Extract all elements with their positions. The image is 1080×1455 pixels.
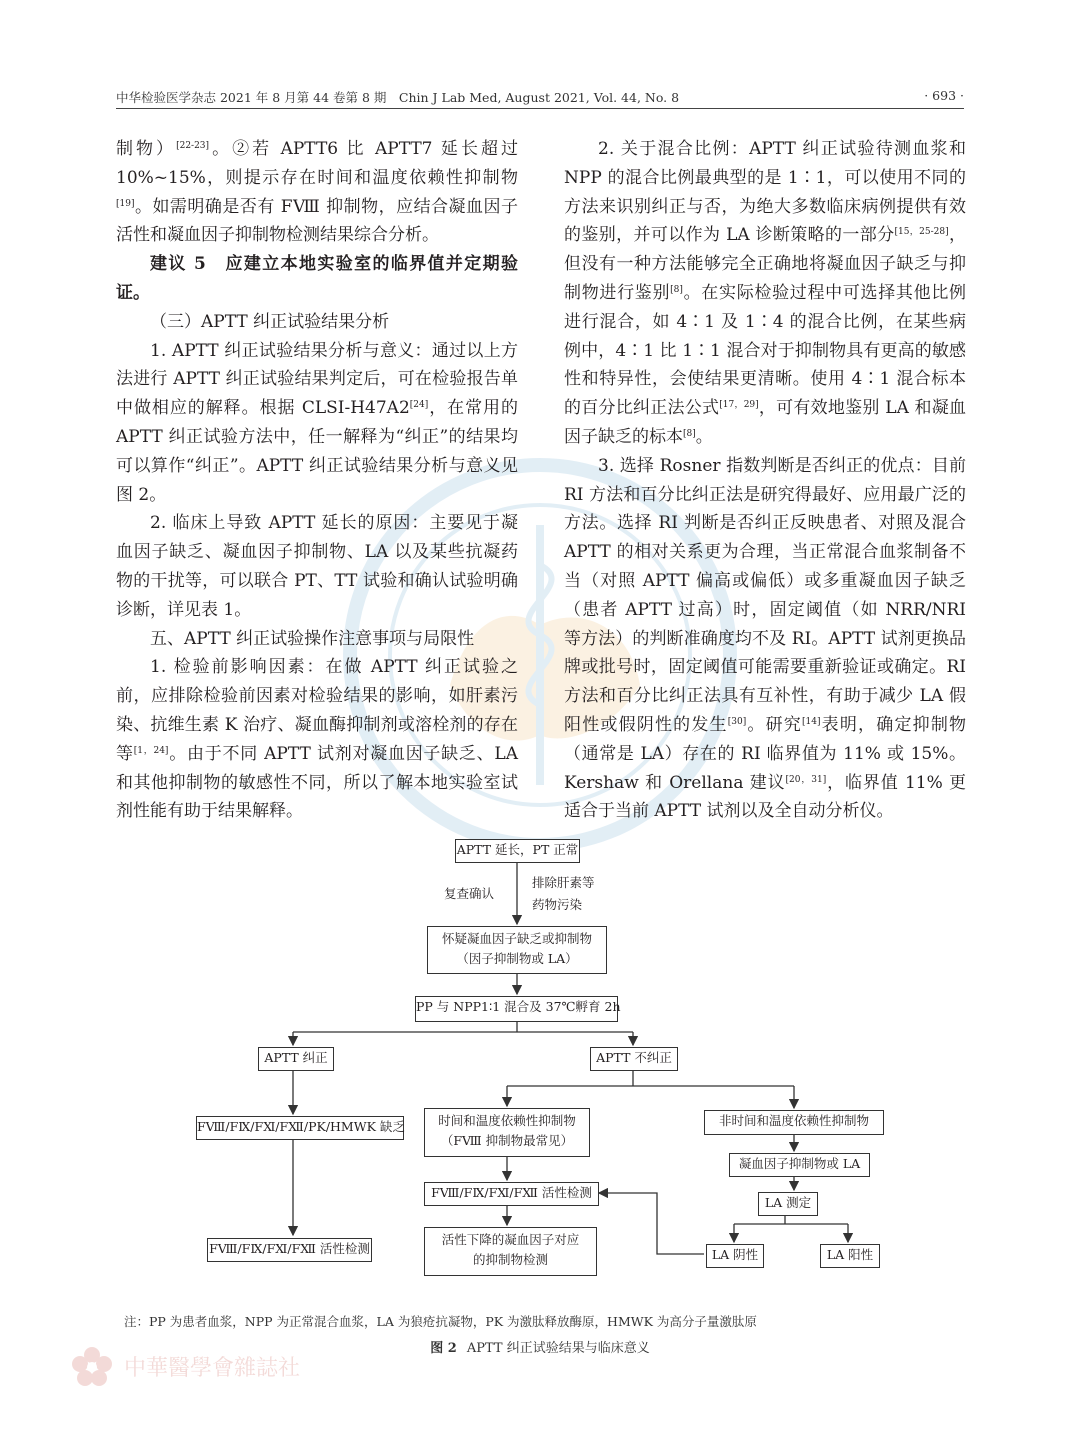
paragraph: 2. 临床上导致 APTT 延长的原因：主要见于凝血因子缺乏、凝血因子抑制物、LA 以及某些抗凝药物的干扰等，可以联合 PT、TT 试验和确认试验明确诊断，详见表 1。 bbox=[116, 513, 518, 620]
paragraph: 1. APTT 纠正试验结果分析与意义：通过以上方法进行 APTT 纠正试验结果判定后，可在检验报告单中做相应的解释。根据 CLSI-H47A2[24]，在常用的 APTT 纠正试验方法中，任一解释为“纠正”的结果均可以算作“纠正”。APTT 纠正试验结果分析与意义见图 2。 bbox=[116, 340, 519, 505]
running-header bbox=[116, 86, 964, 109]
flow-deficiency: FⅧ/FⅨ/FⅪ/FⅫ/PK/HMWK 缺乏 bbox=[196, 1116, 404, 1140]
flow-la-positive: LA 阳性 bbox=[820, 1244, 880, 1268]
left-column bbox=[116, 135, 518, 826]
section-heading: （三）APTT 纠正试验结果分析 bbox=[150, 311, 390, 332]
flow-la-test: LA 测定 bbox=[758, 1192, 818, 1216]
paragraph: 1. 检验前影响因素：在做 APTT 纠正试验之前，应排除检验前因素对检验结果的影响，如肝素污染、抗维生素 K 治疗、凝血酶抑制剂或溶栓剂的存在等[1，24]。由于不同 APTT 试剂对凝血因子缺乏、LA 和其他抑制物的敏感性不同，所以了解本地实验室试剂性能有助于结果解释。 bbox=[116, 657, 518, 822]
page-number: · 693 · bbox=[924, 88, 964, 103]
flow-mix: PP 与 NPP1∶1 混合及 37℃孵育 2h bbox=[415, 996, 618, 1022]
flow-decreased: 活性下降的凝血因子对应 的抑制物检测 bbox=[424, 1227, 597, 1276]
figure-caption: 图 2 APTT 纠正试验结果与临床意义 bbox=[430, 1341, 650, 1356]
figure-2-flowchart bbox=[0, 830, 1080, 1300]
publisher-logo bbox=[70, 1345, 470, 1391]
flow-la-negative: LA 阴性 bbox=[706, 1244, 764, 1268]
publisher-name: 中華醫學會雜誌社 bbox=[124, 1356, 301, 1381]
flow-label-exclude-1: 排除肝素等 bbox=[532, 875, 595, 890]
flow-corrected: APTT 纠正 bbox=[258, 1047, 334, 1071]
journal-info: 中华检验医学杂志 2021 年 8 月第 44 卷第 8 期 Chin J Lab Med, August 2021, Vol. 44, No. 8 bbox=[116, 90, 680, 105]
flow-factor-or-la: 凝血因子抑制物或 LA bbox=[729, 1153, 870, 1177]
flow-start: APTT 延长，PT 正常 bbox=[455, 839, 580, 863]
flower-icon bbox=[70, 1345, 114, 1389]
paragraph: 制物）[22-23]。②若 APTT6 比 APTT7 延长超过 10%~15%，则提示存在时间和温度依赖性抑制物[19]。如需明确是否有 FⅧ 抑制物，应结合凝血因子活性和凝血因子抑制物检测结果综合分析。 bbox=[116, 139, 518, 246]
recommendation-5: 建议 5 应建立本地实验室的临界值并定期验证。 bbox=[116, 254, 518, 303]
flow-suspect: 怀疑凝血因子缺乏或抑制物 （因子抑制物或 LA） bbox=[427, 926, 607, 974]
right-column bbox=[564, 135, 966, 826]
flow-activity-mid: FⅧ/FⅨ/FⅪ/FⅫ 活性检测 bbox=[424, 1182, 599, 1206]
flow-non-time-dependent: 非时间和温度依赖性抑制物 bbox=[704, 1110, 884, 1135]
paragraph: 3. 选择 Rosner 指数判断是否纠正的优点：目前 RI 方法和百分比纠正法是研究得最好、应用最广泛的方法。选择 RI 判断是否纠正反映患者、对照及混合 APTT 的相对关系更为合理，当正常混合血浆制备不当（对照 APTT 偏高或偏低）或多重凝血因子缺乏（患者 APTT 过高）时，固定阈值（如 NRR/NRI 等方法）的判断准确度均不及 RI。APTT 试剂更换品牌或批号时，固定阈值可能需要重新验证或确定。RI 方法和百分比纠正法具有互补性，有助于减少 LA 假阳性或假阴性的发生[30]。研究[14]表明，确定抑制物（通常是 LA）存在的 RI 临界值为 11% 或 15%。Kershaw 和 Orellana 建议[20，31]，临界值 11% 更适合于当前 APTT 试剂以及全自动分析仪。 bbox=[564, 455, 967, 822]
section-heading: 五、APTT 纠正试验操作注意事项与局限性 bbox=[150, 628, 475, 649]
figure-note: 注：PP 为患者血浆，NPP 为正常混合血浆，LA 为狼疮抗凝物，PK 为激肽释放酶原，HMWK 为高分子量激肽原 bbox=[124, 1314, 757, 1329]
flow-activity-left: FⅧ/FⅨ/FⅪ/FⅫ 活性检测 bbox=[207, 1238, 372, 1262]
flow-label-recheck: 复查确认 bbox=[444, 886, 495, 901]
flow-label-exclude-2: 药物污染 bbox=[532, 897, 583, 912]
flow-time-dependent: 时间和温度依赖性抑制物 （FⅧ 抑制物最常见） bbox=[424, 1108, 590, 1157]
flow-not-corrected: APTT 不纠正 bbox=[590, 1047, 678, 1071]
paragraph: 2. 关于混合比例：APTT 纠正试验待测血浆和 NPP 的混合比例最典型的是 1∶1，可以使用不同的方法来识别纠正与否，为绝大多数临床病例提供有效的鉴别，并可以作为 LA 诊断策略的一部分[15，25-28]，但没有一种方法能够完全正确地将凝血因子缺乏与抑制物进行鉴别[8]。在实际检验过程中可选择其他比例进行混合，如 4∶1 及 1∶4 的混合比例，在某些病例中，4∶1 比 1∶1 混合对于抑制物具有更高的敏感性和特异性，会使结果更清晰。使用 4∶1 混合标本的百分比纠正法公式[17，29]，可有效地鉴别 LA 和凝血因子缺乏的标本[8]。 bbox=[564, 139, 967, 447]
